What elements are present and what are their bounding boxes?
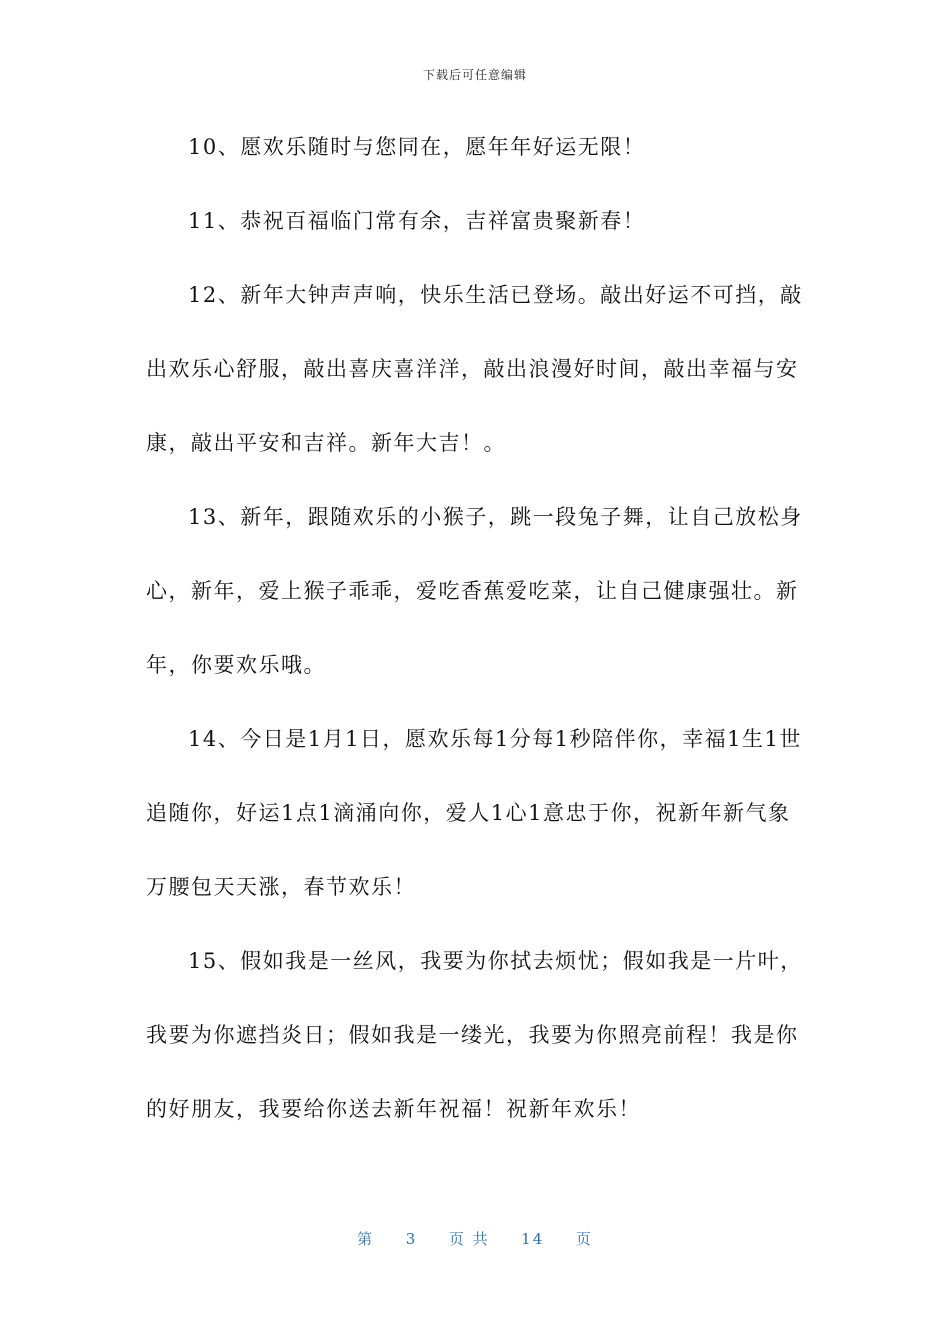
paragraph-14: 14、今日是1月1日，愿欢乐每1分每1秒陪伴你，幸福1生1世追随你，好运1点1滴涌向你，爱人1心1意忠于你，祝新年新气象万腰包天天涨，春节欢乐！	[146, 727, 802, 899]
paragraph-10: 10、愿欢乐随时与您同在，愿年年好运无限！	[188, 135, 646, 159]
paragraph-12: 12、新年大钟声声响，快乐生活已登场。敲出好运不可挡，敲出欢乐心舒服，敲出喜庆喜洋洋，敲出浪漫好时间，敲出幸福与安康，敲出平安和吉祥。新年大吉！。	[146, 283, 803, 455]
footer-suffix: 页	[575, 1230, 593, 1248]
paragraph-11: 11、恭祝百福临门常有余，吉祥富贵聚新春！	[188, 209, 646, 233]
paragraph-15: 15、假如我是一丝风，我要为你拭去烦忧；假如我是一片叶，我要为你遮挡炎日；假如我是一缕光，我要为你照亮前程！我是你的好朋友，我要给你送去新年祝福！祝新年欢乐！	[146, 949, 803, 1121]
footer-middle: 页 共	[448, 1230, 490, 1248]
header-note: 下载后可任意编辑	[422, 68, 527, 82]
page-footer	[0, 1228, 950, 1249]
footer-total-pages: 14	[521, 1230, 545, 1248]
footer-current-page: 3	[405, 1230, 418, 1248]
document-body	[146, 110, 810, 1146]
footer-prefix: 第	[357, 1230, 375, 1248]
paragraph-13: 13、新年，跟随欢乐的小猴子，跳一段兔子舞，让自己放松身心，新年，爱上猴子乖乖，爱吃香蕉爱吃菜，让自己健康强壮。新年，你要欢乐哦。	[146, 505, 803, 677]
